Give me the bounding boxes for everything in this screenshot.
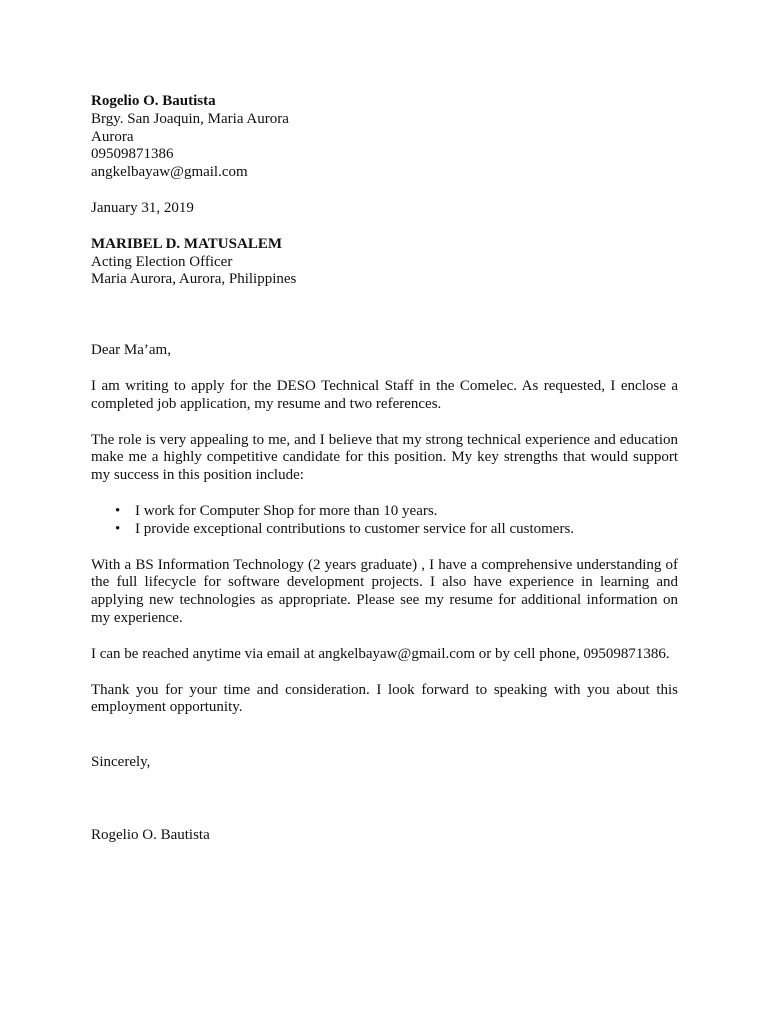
spacer [91,289,678,342]
sender-name: Rogelio O. Bautista [91,93,216,109]
spacer [91,485,678,503]
spacer [91,218,678,236]
recipient-block [91,236,678,289]
spacer [91,360,678,378]
recipient-title: Acting Election Officer [91,253,233,270]
spacer [91,717,678,754]
bullet-icon: • [115,520,121,537]
thanks-paragraph: Thank you for your time and consideration. I look forward to speaking with you about this employment opportunity. [91,681,678,716]
recipient-name: MARIBEL D. MATUSALEM [91,235,282,252]
spacer [91,414,678,432]
sender-block [91,93,678,182]
strengths-list [91,503,678,539]
letter-date: January 31, 2019 [91,199,194,216]
recipient-address: Maria Aurora, Aurora, Philippines [91,271,297,288]
strength-text: I work for Computer Shop for more than 10 years. [135,502,438,519]
spacer [91,664,678,682]
signature-name: Rogelio O. Bautista [91,826,210,843]
closing: Sincerely, [91,754,151,771]
intro-paragraph: I am writing to apply for the DESO Technical Staff in the Comelec. As requested, I enclose a completed job application, my resume and two references. [91,377,678,412]
list-item [91,503,678,521]
spacer [91,772,678,827]
list-item [91,521,678,539]
role-paragraph: The role is very appealing to me, and I believe that my strong technical experience and education make me a highly competitive candidate for this position. My key strengths that would support my success in this position include: [91,431,678,484]
education-paragraph: With a BS Information Technology (2 years graduate) , I have a comprehensive understanding of the full lifecycle for software development projects. I also have experience in learning and applying new technologies as appropriate. Please see my resume for additional information on my experience. [91,556,678,626]
spacer [91,628,678,646]
sender-address-line-1: Brgy. San Joaquin, Maria Aurora [91,110,289,127]
spacer [91,539,678,557]
cover-letter [91,93,678,845]
sender-email: angkelbayaw@gmail.com [91,164,248,181]
sender-phone: 09509871386 [91,146,174,163]
contact-paragraph: I can be reached anytime via email at angkelbayaw@gmail.com or by cell phone, 09509871386. [91,645,670,662]
strength-text: I provide exceptional contributions to customer service for all customers. [135,520,575,537]
sender-address-line-2: Aurora [91,128,134,145]
spacer [91,182,678,200]
bullet-icon: • [115,502,121,519]
salutation: Dear Ma’am, [91,342,171,359]
